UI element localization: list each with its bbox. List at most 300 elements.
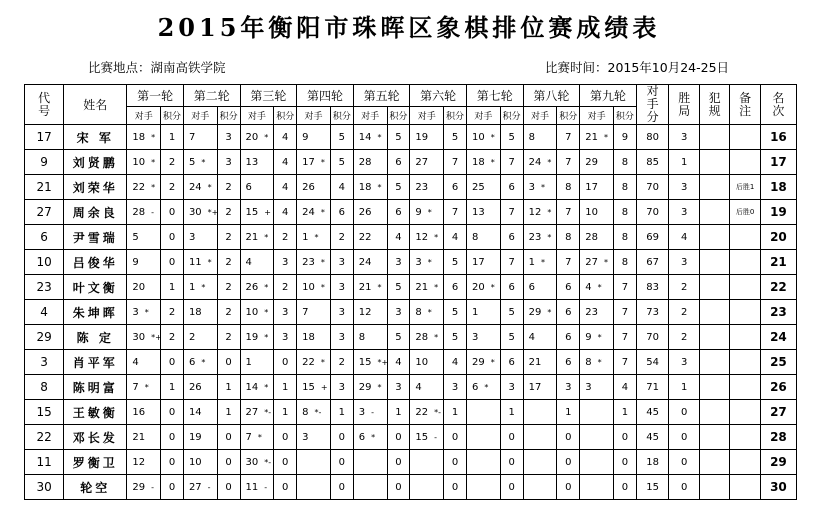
result-mark: * (314, 232, 319, 242)
header-round: 第九轮 (580, 85, 637, 107)
round-points: 0 (500, 450, 523, 475)
round-points: 6 (557, 325, 580, 350)
result-mark: * (434, 232, 439, 242)
result-mark: - (151, 207, 154, 217)
round-points: 7 (557, 200, 580, 225)
rank: 18 (760, 175, 796, 200)
round-opponent (127, 300, 161, 325)
result-mark: *- (434, 407, 441, 417)
result-mark: *- (264, 457, 272, 467)
round-opponent (127, 275, 161, 300)
round-opponent (297, 450, 331, 475)
round-opponent (183, 450, 217, 475)
result-mark: * (547, 207, 552, 217)
round-opponent (240, 200, 274, 225)
result-mark: - (434, 432, 437, 442)
round-points: 2 (330, 350, 353, 375)
opponent-points: 70 (636, 175, 669, 200)
player-id: 8 (25, 375, 64, 400)
opponent-number: 7 (188, 131, 196, 143)
round-points: 2 (217, 300, 240, 325)
round-points: 0 (387, 475, 410, 500)
rank: 30 (760, 475, 796, 500)
opponent-number: 8 (528, 131, 535, 143)
round-opponent (297, 150, 331, 175)
round-opponent (580, 275, 614, 300)
round-opponent (410, 450, 444, 475)
round-points: 1 (274, 375, 297, 400)
fouls (699, 325, 729, 350)
round-points: 0 (613, 425, 636, 450)
wins: 0 (669, 450, 699, 475)
round-opponent (410, 300, 444, 325)
result-mark: + (320, 382, 328, 392)
round-opponent (466, 200, 500, 225)
round-opponent (353, 225, 387, 250)
round-opponent (410, 150, 444, 175)
round-opponent (580, 475, 614, 500)
round-opponent (580, 425, 614, 450)
note (730, 250, 760, 275)
player-name: 叶文衡 (64, 275, 127, 300)
round-opponent (297, 300, 331, 325)
result-mark: * (603, 132, 608, 142)
round-points: 0 (274, 425, 297, 450)
opponent-number: 7 (245, 431, 252, 443)
round-opponent (466, 450, 500, 475)
round-opponent (580, 450, 614, 475)
wins: 2 (669, 300, 699, 325)
opponent-number: 10 (585, 206, 598, 218)
round-opponent (127, 225, 161, 250)
round-points: 3 (330, 250, 353, 275)
round-points: 8 (557, 225, 580, 250)
header-opp-points: 对 手 分 (636, 85, 669, 125)
result-mark: * (490, 132, 495, 142)
note (730, 450, 760, 475)
result-mark: * (597, 357, 602, 367)
round-opponent (410, 350, 444, 375)
round-opponent (466, 250, 500, 275)
opponent-number: 13 (245, 156, 259, 168)
round-opponent (410, 250, 444, 275)
round-points: 5 (387, 275, 410, 300)
round-opponent (183, 175, 217, 200)
table-row (25, 200, 797, 225)
rank: 23 (760, 300, 796, 325)
round-opponent (183, 325, 217, 350)
results-table (24, 84, 797, 500)
round-points: 4 (330, 175, 353, 200)
round-points: 0 (274, 350, 297, 375)
subheader-points: 积分 (500, 106, 523, 124)
header-round: 第四轮 (297, 85, 354, 107)
opponent-number: 1 (528, 256, 535, 268)
round-opponent (580, 125, 614, 150)
round-opponent (580, 200, 614, 225)
opponent-points: 15 (636, 475, 669, 500)
round-points: 5 (387, 125, 410, 150)
result-mark: *- (314, 407, 322, 417)
round-points: 3 (500, 375, 523, 400)
opponent-number: 8 (302, 406, 309, 418)
round-points: 3 (387, 250, 410, 275)
result-mark: * (490, 157, 495, 167)
opponent-number: 9 (585, 331, 592, 343)
opponent-number: 1 (188, 281, 196, 293)
wins: 3 (669, 250, 699, 275)
round-points: 2 (217, 225, 240, 250)
opponent-number: 1 (471, 306, 479, 318)
rank: 19 (760, 200, 796, 225)
round-opponent (353, 425, 387, 450)
player-id: 30 (25, 475, 64, 500)
opponent-number: 18 (358, 181, 372, 193)
opponent-number: 3 (528, 181, 535, 193)
round-opponent (353, 200, 387, 225)
result-mark: * (264, 307, 269, 317)
opponent-number: 17 (302, 156, 315, 168)
round-points: 5 (500, 125, 523, 150)
opponent-number: 7 (132, 381, 139, 393)
round-points: 5 (500, 300, 523, 325)
opponent-number: 26 (245, 281, 259, 293)
opponent-number: 29 (358, 381, 372, 393)
result-mark: * (597, 332, 602, 342)
table-row (25, 225, 797, 250)
opponent-number: 3 (188, 231, 196, 243)
result-mark: - (371, 407, 375, 417)
round-opponent (240, 125, 274, 150)
round-points: 6 (500, 225, 523, 250)
round-opponent (410, 400, 444, 425)
rank: 25 (760, 350, 796, 375)
opponent-number: 28 (415, 331, 429, 343)
round-opponent (580, 150, 614, 175)
opponent-number: 3 (132, 306, 139, 318)
opponent-number: 26 (188, 381, 202, 393)
round-points: 0 (500, 475, 523, 500)
round-opponent (410, 425, 444, 450)
header-name: 姓名 (64, 85, 127, 125)
opponent-number: 10 (245, 306, 259, 318)
round-points: 7 (500, 250, 523, 275)
round-points: 4 (444, 225, 467, 250)
result-mark: * (320, 357, 325, 367)
round-opponent (297, 275, 331, 300)
round-opponent (297, 375, 331, 400)
round-opponent (353, 275, 387, 300)
opponent-number: 3 (415, 256, 422, 268)
round-points: 0 (444, 475, 467, 500)
round-opponent (580, 225, 614, 250)
opponent-number: 22 (302, 356, 315, 368)
opponent-number: 3 (585, 381, 592, 393)
result-mark: * (264, 132, 269, 142)
round-opponent (127, 350, 161, 375)
round-opponent (240, 425, 274, 450)
table-row (25, 275, 797, 300)
subheader-points: 积分 (557, 106, 580, 124)
result-mark: * (264, 282, 269, 292)
player-id: 10 (25, 250, 64, 275)
player-name: 刘贤鹏 (64, 150, 127, 175)
subheader-points: 积分 (274, 106, 297, 124)
round-opponent (580, 400, 614, 425)
round-opponent (523, 200, 557, 225)
opponent-number: 4 (415, 381, 422, 393)
rank: 28 (760, 425, 796, 450)
round-points: 6 (444, 275, 467, 300)
round-points: 0 (161, 475, 184, 500)
subheader-opponent: 对手 (466, 106, 500, 124)
opponent-number: 6 (245, 181, 252, 193)
opponent-points: 71 (636, 375, 669, 400)
opponent-number: 10 (471, 131, 485, 143)
round-opponent (353, 325, 387, 350)
note (730, 475, 760, 500)
opponent-points: 45 (636, 400, 669, 425)
result-mark: * (547, 307, 552, 317)
round-points: 4 (387, 225, 410, 250)
round-opponent (183, 350, 217, 375)
round-opponent (183, 425, 217, 450)
round-opponent (353, 375, 387, 400)
opponent-points: 73 (636, 300, 669, 325)
round-points: 7 (557, 250, 580, 275)
round-points: 2 (161, 325, 184, 350)
round-points: 0 (330, 425, 353, 450)
player-name: 邓长发 (64, 425, 127, 450)
result-mark: *- (264, 407, 272, 417)
rank: 27 (760, 400, 796, 425)
opponent-number: 1 (245, 356, 252, 368)
round-points: 6 (500, 175, 523, 200)
player-id: 22 (25, 425, 64, 450)
round-opponent (240, 300, 274, 325)
round-opponent (353, 450, 387, 475)
opponent-number: 14 (245, 381, 259, 393)
round-points: 1 (387, 400, 410, 425)
opponent-number: 8 (415, 306, 422, 318)
round-points: 7 (500, 200, 523, 225)
opponent-number: 26 (302, 181, 315, 193)
player-name: 周余良 (64, 200, 127, 225)
round-opponent (353, 175, 387, 200)
round-points: 4 (444, 350, 467, 375)
fouls (699, 275, 729, 300)
result-mark: * (427, 307, 432, 317)
round-points: 4 (613, 375, 636, 400)
round-points: 0 (161, 250, 184, 275)
round-opponent (580, 375, 614, 400)
round-points: 3 (330, 375, 353, 400)
round-opponent (183, 150, 217, 175)
subheader-points: 积分 (161, 106, 184, 124)
round-points: 0 (217, 475, 240, 500)
round-opponent (353, 250, 387, 275)
opponent-number: 29 (132, 481, 146, 493)
opponent-number: 15 (302, 381, 315, 393)
round-opponent (466, 225, 500, 250)
round-points: 5 (330, 125, 353, 150)
player-name: 朱坤晖 (64, 300, 127, 325)
round-opponent (183, 250, 217, 275)
round-opponent (466, 350, 500, 375)
fouls (699, 200, 729, 225)
result-mark: *+ (207, 207, 219, 217)
result-mark: * (201, 157, 206, 167)
round-points: 2 (161, 150, 184, 175)
round-points: 0 (444, 450, 467, 475)
round-opponent (240, 400, 274, 425)
round-opponent (240, 250, 274, 275)
round-points: 4 (274, 200, 297, 225)
round-opponent (466, 125, 500, 150)
round-opponent (523, 125, 557, 150)
round-opponent (466, 150, 500, 175)
round-points: 6 (387, 150, 410, 175)
opponent-number: 21 (358, 281, 372, 293)
round-opponent (240, 375, 274, 400)
round-points: 1 (444, 400, 467, 425)
round-points: 7 (444, 150, 467, 175)
fouls (699, 400, 729, 425)
wins: 3 (669, 200, 699, 225)
table-body (25, 125, 797, 500)
result-mark: * (320, 282, 325, 292)
round-opponent (127, 150, 161, 175)
player-id: 4 (25, 300, 64, 325)
opponent-number: 8 (471, 231, 479, 243)
result-mark: * (257, 432, 262, 442)
opponent-number: 29 (528, 306, 542, 318)
opponent-number: 24 (528, 156, 542, 168)
result-mark: * (540, 182, 545, 192)
player-name: 陈 定 (64, 325, 127, 350)
opponent-number: 10 (302, 281, 315, 293)
player-id: 29 (25, 325, 64, 350)
round-opponent (523, 225, 557, 250)
round-opponent (297, 425, 331, 450)
opponent-number: 24 (358, 256, 372, 268)
round-opponent (297, 175, 331, 200)
opponent-number: 6 (471, 381, 479, 393)
result-mark: - (151, 482, 154, 492)
table-row (25, 475, 797, 500)
round-opponent (127, 175, 161, 200)
round-opponent (297, 225, 331, 250)
result-mark: * (377, 382, 382, 392)
header-round: 第六轮 (410, 85, 467, 107)
opponent-number: 7 (302, 306, 309, 318)
round-points: 0 (557, 425, 580, 450)
header-round: 第七轮 (466, 85, 523, 107)
round-points: 0 (274, 450, 297, 475)
round-opponent (183, 475, 217, 500)
wins: 3 (669, 350, 699, 375)
round-points: 3 (387, 300, 410, 325)
opponent-number: 12 (528, 206, 542, 218)
round-opponent (353, 125, 387, 150)
fouls (699, 350, 729, 375)
result-mark: * (320, 157, 325, 167)
round-points: 3 (274, 250, 297, 275)
round-points: 3 (444, 375, 467, 400)
round-points: 3 (217, 150, 240, 175)
round-points: 4 (274, 175, 297, 200)
player-id: 17 (25, 125, 64, 150)
opponent-number: 9 (415, 206, 422, 218)
opponent-points: 69 (636, 225, 669, 250)
note (730, 325, 760, 350)
opponent-number: 24 (302, 206, 315, 218)
round-points: 3 (387, 375, 410, 400)
round-opponent (523, 150, 557, 175)
round-points: 0 (387, 425, 410, 450)
opponent-number: 28 (585, 231, 598, 243)
opponent-number: 8 (358, 331, 366, 343)
table-row (25, 450, 797, 475)
round-points: 0 (613, 475, 636, 500)
rank: 17 (760, 150, 796, 175)
player-name: 肖平军 (64, 350, 127, 375)
result-mark: * (427, 207, 432, 217)
result-mark: *+ (377, 357, 389, 367)
round-points: 0 (161, 450, 184, 475)
result-mark: * (264, 382, 269, 392)
subheader-points: 积分 (330, 106, 353, 124)
note: 后胜0 (730, 200, 760, 225)
round-opponent (466, 275, 500, 300)
opponent-points: 54 (636, 350, 669, 375)
player-name: 吕俊华 (64, 250, 127, 275)
round-opponent (523, 300, 557, 325)
round-points: 7 (444, 200, 467, 225)
note (730, 225, 760, 250)
opponent-number: 4 (528, 331, 535, 343)
opponent-number: 17 (528, 381, 542, 393)
subheader-opponent: 对手 (240, 106, 274, 124)
fouls (699, 225, 729, 250)
round-points: 8 (613, 175, 636, 200)
round-points: 6 (557, 350, 580, 375)
round-points: 6 (387, 200, 410, 225)
opponent-number: 17 (585, 181, 598, 193)
rank: 26 (760, 375, 796, 400)
result-mark: * (264, 332, 269, 342)
rank: 16 (760, 125, 796, 150)
opponent-number: 3 (302, 431, 309, 443)
round-opponent (297, 350, 331, 375)
table-row (25, 425, 797, 450)
player-id: 9 (25, 150, 64, 175)
round-opponent (466, 300, 500, 325)
opponent-number: 4 (245, 256, 252, 268)
player-name: 宋 军 (64, 125, 127, 150)
round-points: 0 (161, 400, 184, 425)
note (730, 300, 760, 325)
opponent-number: 29 (471, 356, 485, 368)
round-points: 4 (274, 150, 297, 175)
opponent-number: 28 (132, 206, 146, 218)
round-opponent (466, 175, 500, 200)
opponent-points: 70 (636, 200, 669, 225)
round-opponent (523, 450, 557, 475)
subheader-opponent: 对手 (183, 106, 217, 124)
opponent-number: 15 (358, 356, 372, 368)
round-points: 6 (444, 175, 467, 200)
